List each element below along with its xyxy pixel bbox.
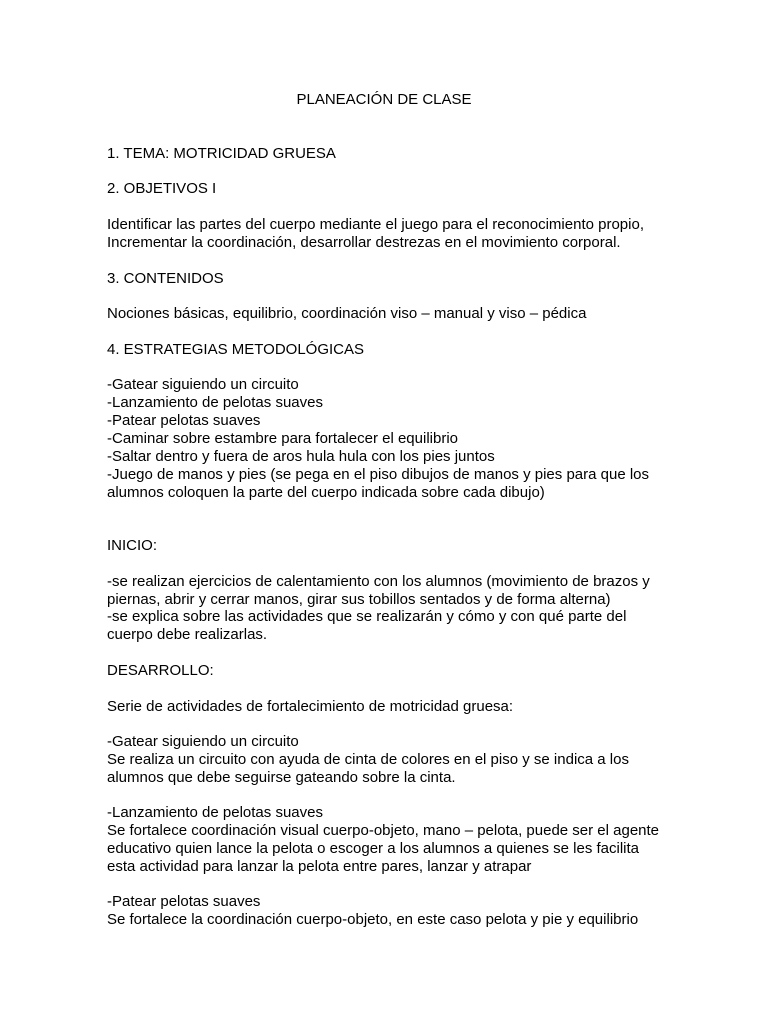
paragraph-line: Se fortalece coordinación visual cuerpo-objeto, mano – pelota, puede ser el agente <box>107 822 660 839</box>
paragraph-line: educativo quien lance la pelota o escoger a los alumnos a quienes se les facilita <box>107 840 640 857</box>
section-heading-tema: 1. TEMA: MOTRICIDAD GRUESA <box>107 145 336 162</box>
paragraph-line: Se fortalece la coordinación cuerpo-objeto, en este caso pelota y pie y equilibrio <box>107 911 639 928</box>
paragraph-line: alumnos que debe seguirse gateando sobre la cinta. <box>107 769 456 786</box>
list-item: -Caminar sobre estambre para fortalecer el equilibrio <box>107 430 458 447</box>
list-item: -Gatear siguiendo un circuito <box>107 376 299 393</box>
activity-title: -Patear pelotas suaves <box>107 893 261 910</box>
paragraph-line: -se explica sobre las actividades que se realizarán y cómo y con qué parte del <box>107 608 627 625</box>
list-item: -Patear pelotas suaves <box>107 412 261 429</box>
paragraph-line: Se realiza un circuito con ayuda de cinta de colores en el piso y se indica a los <box>107 751 629 768</box>
paragraph-line: Serie de actividades de fortalecimiento de motricidad gruesa: <box>107 698 514 715</box>
section-heading-contenidos: 3. CONTENIDOS <box>107 270 224 287</box>
section-heading-inicio: INICIO: <box>107 537 158 554</box>
document-title: PLANEACIÓN DE CLASE <box>296 91 472 108</box>
list-item: -Saltar dentro y fuera de aros hula hula con los pies juntos <box>107 448 495 465</box>
paragraph-line: -se realizan ejercicios de calentamiento con los alumnos (movimiento de brazos y <box>107 573 650 590</box>
activity-title: -Lanzamiento de pelotas suaves <box>107 804 323 821</box>
paragraph-line: cuerpo debe realizarlas. <box>107 626 268 643</box>
section-heading-objetivos: 2. OBJETIVOS I <box>107 180 217 197</box>
section-heading-desarrollo: DESARROLLO: <box>107 662 214 679</box>
paragraph-line: Nociones básicas, equilibrio, coordinación viso – manual y viso – pédica <box>107 305 587 322</box>
paragraph-line: Identificar las partes del cuerpo mediante el juego para el reconocimiento propio, <box>107 216 644 233</box>
paragraph-line: piernas, abrir y cerrar manos, girar sus tobillos sentados y de forma alterna) <box>107 591 611 608</box>
paragraph-line: esta actividad para lanzar la pelota entre pares, lanzar y atrapar <box>107 858 532 875</box>
list-item: -Lanzamiento de pelotas suaves <box>107 394 323 411</box>
section-heading-estrategias: 4. ESTRATEGIAS METODOLÓGICAS <box>107 341 364 358</box>
activity-title: -Gatear siguiendo un circuito <box>107 733 299 750</box>
list-item: alumnos coloquen la parte del cuerpo indicada sobre cada dibujo) <box>107 484 545 501</box>
list-item: -Juego de manos y pies (se pega en el piso dibujos de manos y pies para que los <box>107 466 649 483</box>
paragraph-line: Incrementar la coordinación, desarrollar destrezas en el movimiento corporal. <box>107 234 621 251</box>
